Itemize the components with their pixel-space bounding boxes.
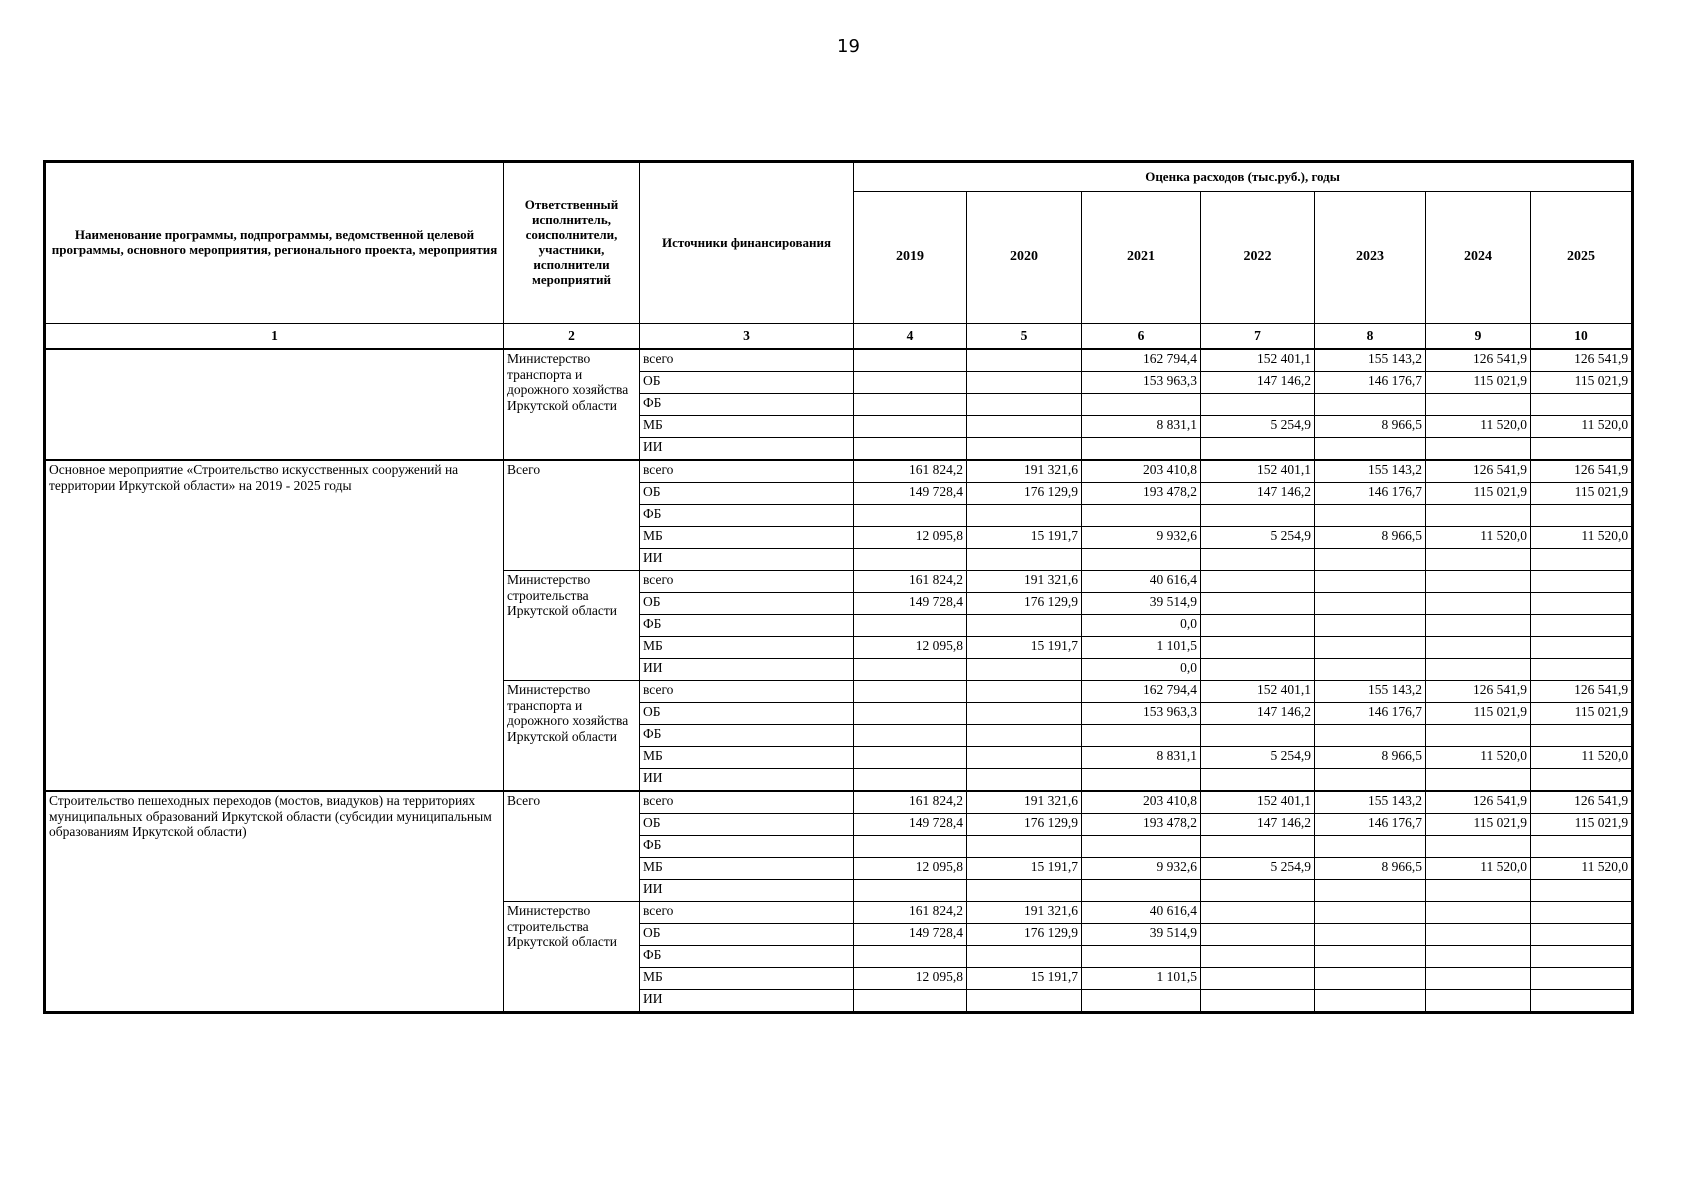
column-number: 6 [1082, 324, 1201, 350]
amount-cell: 152 401,1 [1201, 681, 1315, 703]
amount-cell [1531, 902, 1632, 924]
amount-cell [1426, 659, 1531, 681]
responsible-executor-cell: Министерство транспорта и дорожного хозяйства Иркутской области [504, 681, 640, 792]
amount-cell [1531, 615, 1632, 637]
amount-cell [1201, 924, 1315, 946]
amount-cell: 12 095,8 [854, 637, 967, 659]
amount-cell [1315, 637, 1426, 659]
activity-name-cell [46, 349, 504, 460]
column-number: 2 [504, 324, 640, 350]
amount-cell: 191 321,6 [967, 902, 1082, 924]
amount-cell [1082, 769, 1201, 792]
amount-cell [1531, 880, 1632, 902]
amount-cell: 149 728,4 [854, 593, 967, 615]
amount-cell: 5 254,9 [1201, 747, 1315, 769]
amount-cell: 1 101,5 [1082, 637, 1201, 659]
amount-cell [1426, 394, 1531, 416]
amount-cell [1426, 924, 1531, 946]
amount-cell: 161 824,2 [854, 791, 967, 814]
amount-cell [854, 549, 967, 571]
amount-cell: 126 541,9 [1531, 681, 1632, 703]
amount-cell [1426, 593, 1531, 615]
amount-cell [1082, 394, 1201, 416]
amount-cell [1531, 593, 1632, 615]
amount-cell [1082, 549, 1201, 571]
amount-cell [854, 769, 967, 792]
amount-cell [1531, 394, 1632, 416]
amount-cell [1315, 505, 1426, 527]
amount-cell: 153 963,3 [1082, 703, 1201, 725]
amount-cell: 11 520,0 [1426, 527, 1531, 549]
amount-cell [854, 505, 967, 527]
header-estimate-group: Оценка расходов (тыс.руб.), годы [854, 163, 1632, 192]
amount-cell [1426, 880, 1531, 902]
funding-source-cell: ФБ [640, 394, 854, 416]
funding-source-cell: МБ [640, 527, 854, 549]
amount-cell [1315, 968, 1426, 990]
amount-cell: 15 191,7 [967, 968, 1082, 990]
responsible-executor-cell: Всего [504, 791, 640, 902]
amount-cell [1531, 968, 1632, 990]
funding-source-cell: всего [640, 460, 854, 483]
amount-cell [1201, 968, 1315, 990]
amount-cell [854, 703, 967, 725]
amount-cell [854, 659, 967, 681]
amount-cell [854, 747, 967, 769]
column-number: 4 [854, 324, 967, 350]
amount-cell: 152 401,1 [1201, 791, 1315, 814]
amount-cell [1531, 571, 1632, 593]
funding-source-cell: ИИ [640, 990, 854, 1012]
amount-cell [1315, 990, 1426, 1012]
amount-cell: 115 021,9 [1531, 372, 1632, 394]
amount-cell [967, 372, 1082, 394]
amount-cell: 162 794,4 [1082, 681, 1201, 703]
table-row [46, 791, 1632, 814]
amount-cell: 176 129,9 [967, 593, 1082, 615]
amount-cell [854, 990, 967, 1012]
amount-cell [1315, 836, 1426, 858]
amount-cell: 176 129,9 [967, 924, 1082, 946]
amount-cell: 115 021,9 [1426, 372, 1531, 394]
activity-name-cell: Основное мероприятие «Строительство искусственных сооружений на территории Иркутской области» на 2019 - 2025 годы [46, 460, 504, 791]
amount-cell [1201, 769, 1315, 792]
amount-cell [1201, 902, 1315, 924]
responsible-executor-cell: Министерство строительства Иркутской области [504, 902, 640, 1012]
amount-cell: 146 176,7 [1315, 703, 1426, 725]
amount-cell: 193 478,2 [1082, 483, 1201, 505]
amount-cell: 191 321,6 [967, 571, 1082, 593]
amount-cell [1082, 880, 1201, 902]
column-number: 9 [1426, 324, 1531, 350]
amount-cell [1082, 505, 1201, 527]
amount-cell [854, 725, 967, 747]
amount-cell [854, 836, 967, 858]
amount-cell [967, 394, 1082, 416]
amount-cell: 8 831,1 [1082, 416, 1201, 438]
amount-cell: 146 176,7 [1315, 814, 1426, 836]
header-year: 2025 [1531, 192, 1632, 324]
funding-source-cell: ФБ [640, 505, 854, 527]
amount-cell: 126 541,9 [1426, 460, 1531, 483]
funding-source-cell: всего [640, 902, 854, 924]
amount-cell [854, 394, 967, 416]
amount-cell [854, 681, 967, 703]
amount-cell [854, 438, 967, 461]
amount-cell: 126 541,9 [1531, 460, 1632, 483]
amount-cell [1426, 990, 1531, 1012]
responsible-executor-cell: Министерство строительства Иркутской области [504, 571, 640, 681]
amount-cell [967, 349, 1082, 372]
column-number: 3 [640, 324, 854, 350]
header-year: 2021 [1082, 192, 1201, 324]
amount-cell [854, 416, 967, 438]
amount-cell: 147 146,2 [1201, 372, 1315, 394]
funding-source-cell: ИИ [640, 769, 854, 792]
table-row [46, 349, 1632, 372]
amount-cell: 40 616,4 [1082, 571, 1201, 593]
amount-cell: 149 728,4 [854, 814, 967, 836]
funding-source-cell: ОБ [640, 703, 854, 725]
column-number: 5 [967, 324, 1082, 350]
amount-cell [1531, 438, 1632, 461]
amount-cell: 126 541,9 [1531, 349, 1632, 372]
amount-cell: 161 824,2 [854, 571, 967, 593]
amount-cell: 161 824,2 [854, 902, 967, 924]
amount-cell: 15 191,7 [967, 858, 1082, 880]
amount-cell: 146 176,7 [1315, 483, 1426, 505]
funding-source-cell: ОБ [640, 814, 854, 836]
amount-cell [1082, 836, 1201, 858]
amount-cell: 191 321,6 [967, 460, 1082, 483]
column-number: 7 [1201, 324, 1315, 350]
funding-source-cell: ОБ [640, 372, 854, 394]
amount-cell [1201, 549, 1315, 571]
header-year: 2024 [1426, 192, 1531, 324]
amount-cell [967, 725, 1082, 747]
amount-cell [1201, 593, 1315, 615]
amount-cell [1426, 549, 1531, 571]
amount-cell: 1 101,5 [1082, 968, 1201, 990]
amount-cell [854, 880, 967, 902]
activity-name-cell: Строительство пешеходных переходов (мостов, виадуков) на территориях муниципальных образований Иркутской области (субсидии муниципальным образованиям Иркутской области) [46, 791, 504, 1012]
amount-cell: 153 963,3 [1082, 372, 1201, 394]
amount-cell: 155 143,2 [1315, 460, 1426, 483]
funding-source-cell: ФБ [640, 615, 854, 637]
funding-source-cell: всего [640, 681, 854, 703]
amount-cell: 115 021,9 [1426, 814, 1531, 836]
amount-cell [967, 990, 1082, 1012]
amount-cell [1201, 725, 1315, 747]
amount-cell: 126 541,9 [1531, 791, 1632, 814]
amount-cell [1426, 902, 1531, 924]
amount-cell: 176 129,9 [967, 483, 1082, 505]
amount-cell [1426, 769, 1531, 792]
amount-cell [967, 880, 1082, 902]
amount-cell [967, 416, 1082, 438]
amount-cell [967, 769, 1082, 792]
amount-cell: 39 514,9 [1082, 593, 1201, 615]
amount-cell: 115 021,9 [1531, 483, 1632, 505]
amount-cell [1426, 946, 1531, 968]
amount-cell: 12 095,8 [854, 968, 967, 990]
amount-cell [1426, 637, 1531, 659]
amount-cell: 115 021,9 [1426, 483, 1531, 505]
amount-cell: 11 520,0 [1531, 747, 1632, 769]
amount-cell [967, 681, 1082, 703]
amount-cell: 11 520,0 [1426, 858, 1531, 880]
amount-cell: 193 478,2 [1082, 814, 1201, 836]
amount-cell: 191 321,6 [967, 791, 1082, 814]
header-year: 2019 [854, 192, 967, 324]
funding-source-cell: всего [640, 349, 854, 372]
funding-source-cell: ИИ [640, 438, 854, 461]
amount-cell [967, 703, 1082, 725]
amount-cell: 152 401,1 [1201, 460, 1315, 483]
table-body [46, 349, 1632, 1012]
amount-cell [1082, 990, 1201, 1012]
funding-source-cell: ФБ [640, 725, 854, 747]
funding-source-cell: МБ [640, 968, 854, 990]
funding-source-cell: ИИ [640, 549, 854, 571]
amount-cell [1426, 615, 1531, 637]
amount-cell: 11 520,0 [1531, 416, 1632, 438]
amount-cell: 11 520,0 [1426, 747, 1531, 769]
funding-source-cell: ФБ [640, 946, 854, 968]
amount-cell [967, 659, 1082, 681]
amount-cell [1426, 725, 1531, 747]
amount-cell [1315, 615, 1426, 637]
funding-source-cell: ИИ [640, 880, 854, 902]
amount-cell: 12 095,8 [854, 858, 967, 880]
amount-cell [1082, 438, 1201, 461]
amount-cell [967, 836, 1082, 858]
header-year: 2020 [967, 192, 1082, 324]
amount-cell [967, 747, 1082, 769]
budget-table [45, 162, 1632, 1012]
amount-cell: 8 831,1 [1082, 747, 1201, 769]
amount-cell [1201, 836, 1315, 858]
amount-cell [1426, 505, 1531, 527]
amount-cell: 11 520,0 [1531, 527, 1632, 549]
amount-cell [1201, 615, 1315, 637]
amount-cell [854, 946, 967, 968]
amount-cell [1426, 968, 1531, 990]
amount-cell [1531, 836, 1632, 858]
header-responsible-column: Ответственный исполнитель, соисполнители, участники, исполнители мероприятий [504, 163, 640, 324]
amount-cell [1531, 725, 1632, 747]
table-row [46, 460, 1632, 483]
amount-cell: 8 966,5 [1315, 416, 1426, 438]
funding-source-cell: ОБ [640, 593, 854, 615]
amount-cell: 126 541,9 [1426, 349, 1531, 372]
amount-cell: 0,0 [1082, 615, 1201, 637]
amount-cell [967, 946, 1082, 968]
amount-cell: 15 191,7 [967, 527, 1082, 549]
amount-cell: 149 728,4 [854, 924, 967, 946]
amount-cell [1201, 990, 1315, 1012]
amount-cell: 5 254,9 [1201, 527, 1315, 549]
amount-cell [1531, 637, 1632, 659]
amount-cell: 152 401,1 [1201, 349, 1315, 372]
amount-cell [1531, 990, 1632, 1012]
amount-cell: 147 146,2 [1201, 814, 1315, 836]
amount-cell: 40 616,4 [1082, 902, 1201, 924]
header-name-column: Наименование программы, подпрограммы, ведомственной целевой программы, основного мероприятия, регионального проекта, мероприятия [46, 163, 504, 324]
amount-cell [1315, 769, 1426, 792]
amount-cell [1201, 505, 1315, 527]
amount-cell [1201, 637, 1315, 659]
amount-cell [1531, 549, 1632, 571]
amount-cell [1082, 725, 1201, 747]
amount-cell [1426, 438, 1531, 461]
amount-cell: 155 143,2 [1315, 349, 1426, 372]
amount-cell: 146 176,7 [1315, 372, 1426, 394]
amount-cell [1201, 946, 1315, 968]
amount-cell: 115 021,9 [1531, 814, 1632, 836]
amount-cell [1201, 394, 1315, 416]
funding-source-cell: ФБ [640, 836, 854, 858]
amount-cell [1082, 946, 1201, 968]
column-number: 10 [1531, 324, 1632, 350]
amount-cell: 203 410,8 [1082, 460, 1201, 483]
funding-source-cell: ОБ [640, 924, 854, 946]
amount-cell: 149 728,4 [854, 483, 967, 505]
amount-cell [854, 349, 967, 372]
amount-cell: 147 146,2 [1201, 703, 1315, 725]
amount-cell [1315, 946, 1426, 968]
amount-cell: 5 254,9 [1201, 858, 1315, 880]
responsible-executor-cell: Министерство транспорта и дорожного хозяйства Иркутской области [504, 349, 640, 460]
amount-cell [1531, 505, 1632, 527]
amount-cell: 147 146,2 [1201, 483, 1315, 505]
funding-source-cell: МБ [640, 637, 854, 659]
amount-cell: 0,0 [1082, 659, 1201, 681]
amount-cell: 15 191,7 [967, 637, 1082, 659]
funding-source-cell: МБ [640, 747, 854, 769]
amount-cell [1315, 880, 1426, 902]
amount-cell: 8 966,5 [1315, 747, 1426, 769]
amount-cell [854, 615, 967, 637]
amount-cell: 162 794,4 [1082, 349, 1201, 372]
amount-cell: 155 143,2 [1315, 791, 1426, 814]
column-number: 8 [1315, 324, 1426, 350]
amount-cell [1315, 924, 1426, 946]
amount-cell [854, 372, 967, 394]
amount-cell: 161 824,2 [854, 460, 967, 483]
amount-cell [1426, 571, 1531, 593]
header-source-column: Источники финансирования [640, 163, 854, 324]
funding-source-cell: всего [640, 571, 854, 593]
amount-cell [1201, 438, 1315, 461]
amount-cell: 126 541,9 [1426, 681, 1531, 703]
responsible-executor-cell: Всего [504, 460, 640, 571]
amount-cell [967, 438, 1082, 461]
amount-cell: 115 021,9 [1426, 703, 1531, 725]
amount-cell: 11 520,0 [1531, 858, 1632, 880]
amount-cell [967, 505, 1082, 527]
header-year: 2022 [1201, 192, 1315, 324]
amount-cell [1531, 924, 1632, 946]
amount-cell [1315, 571, 1426, 593]
amount-cell: 9 932,6 [1082, 858, 1201, 880]
amount-cell: 126 541,9 [1426, 791, 1531, 814]
funding-source-cell: МБ [640, 416, 854, 438]
amount-cell: 8 966,5 [1315, 527, 1426, 549]
amount-cell: 115 021,9 [1531, 703, 1632, 725]
amount-cell [1426, 836, 1531, 858]
amount-cell [967, 615, 1082, 637]
header-year: 2023 [1315, 192, 1426, 324]
amount-cell [1531, 946, 1632, 968]
amount-cell [967, 549, 1082, 571]
funding-source-cell: ОБ [640, 483, 854, 505]
column-number: 1 [46, 324, 504, 350]
amount-cell: 39 514,9 [1082, 924, 1201, 946]
amount-cell [1315, 394, 1426, 416]
amount-cell [1201, 659, 1315, 681]
amount-cell: 5 254,9 [1201, 416, 1315, 438]
amount-cell: 176 129,9 [967, 814, 1082, 836]
amount-cell: 12 095,8 [854, 527, 967, 549]
amount-cell: 9 932,6 [1082, 527, 1201, 549]
amount-cell: 11 520,0 [1426, 416, 1531, 438]
amount-cell [1315, 659, 1426, 681]
funding-source-cell: МБ [640, 858, 854, 880]
funding-source-cell: всего [640, 791, 854, 814]
page-number: 19 [837, 36, 860, 57]
amount-cell [1201, 880, 1315, 902]
amount-cell [1315, 725, 1426, 747]
amount-cell [1315, 438, 1426, 461]
amount-cell [1531, 769, 1632, 792]
amount-cell: 203 410,8 [1082, 791, 1201, 814]
amount-cell [1315, 549, 1426, 571]
amount-cell [1201, 571, 1315, 593]
amount-cell: 155 143,2 [1315, 681, 1426, 703]
funding-source-cell: ИИ [640, 659, 854, 681]
amount-cell [1315, 593, 1426, 615]
amount-cell [1531, 659, 1632, 681]
amount-cell [1315, 902, 1426, 924]
amount-cell: 8 966,5 [1315, 858, 1426, 880]
